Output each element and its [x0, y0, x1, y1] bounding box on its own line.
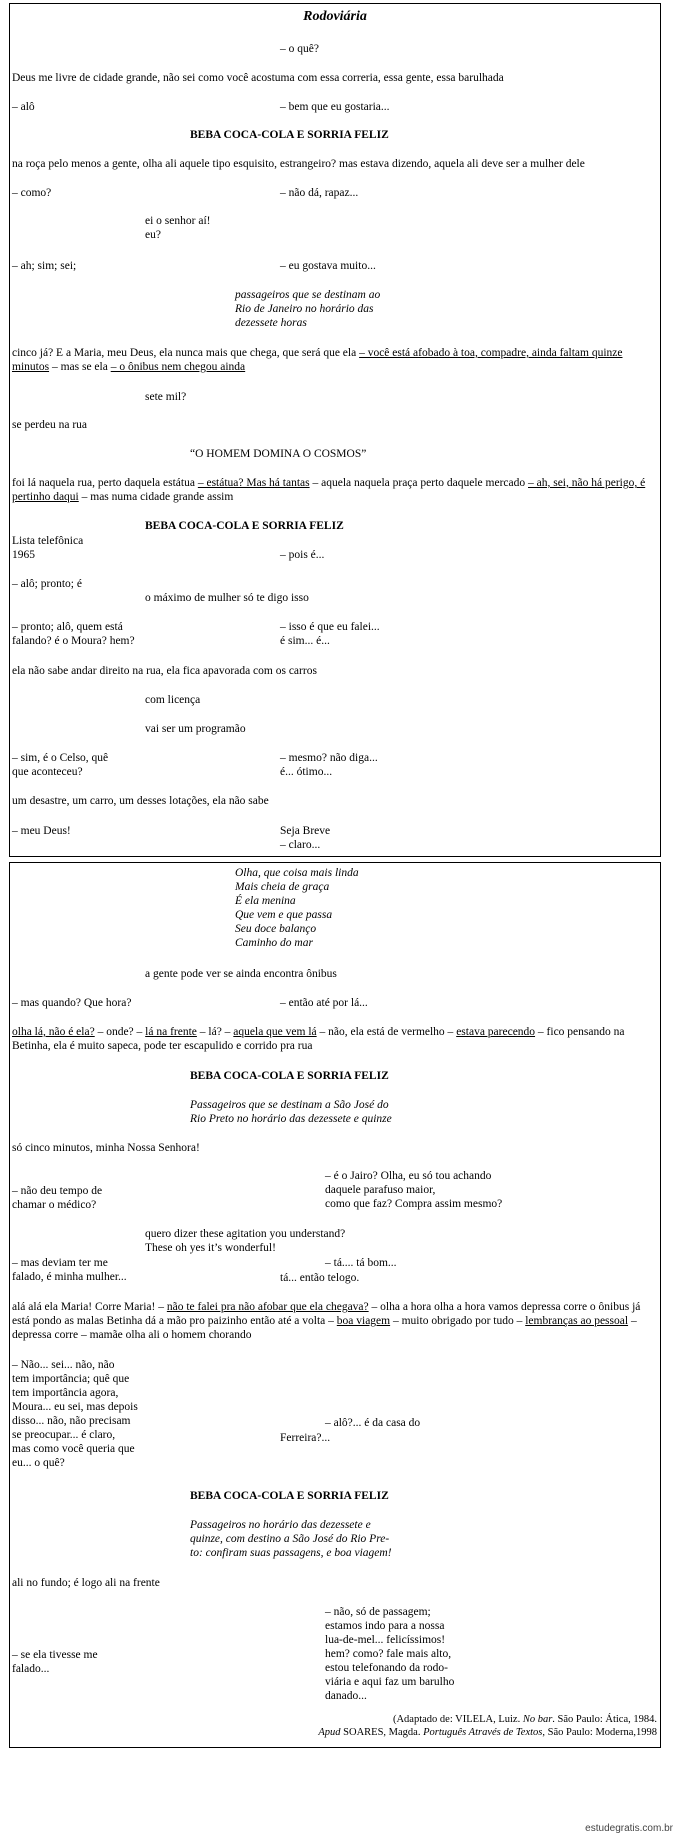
- line: – mas deviam ter me falado, é minha mulher...: [12, 1257, 127, 1283]
- line: – eu gostava muito...: [280, 260, 376, 272]
- line: Seja Breve – claro...: [280, 825, 331, 851]
- line: ei o senhor aí! eu?: [145, 215, 211, 241]
- line: – pronto; alô, quem está falando? é o Moura? hem?: [12, 621, 135, 647]
- line: tá... então telogo.: [280, 1272, 360, 1284]
- text-box-1: [9, 3, 661, 857]
- line: só cinco minutos, minha Nossa Senhora!: [12, 1142, 200, 1154]
- line: – então até por lá...: [280, 997, 368, 1009]
- line: Lista telefônica 1965: [12, 535, 84, 561]
- line: – como?: [12, 187, 52, 199]
- line: – ah; sim; sei;: [12, 260, 77, 272]
- song-lyrics: Olha, que coisa mais linda Mais cheia de graça É ela menina Que vem e que passa Seu doce balanço Caminho do mar: [235, 867, 359, 949]
- line: – alô; pronto; é: [12, 578, 82, 590]
- line: – se ela tivesse me falado...: [12, 1649, 98, 1675]
- line: a gente pode ver se ainda encontra ônibus: [145, 968, 337, 980]
- line: quero dizer these agitation you understand? These oh yes it’s wonderful!: [145, 1228, 346, 1254]
- line: – mesmo? não diga... é... ótimo...: [280, 752, 378, 778]
- line: o máximo de mulher só te digo isso: [145, 592, 309, 604]
- site-watermark: estudegratis.com.br: [585, 1823, 673, 1834]
- line: – alô?... é da casa do: [325, 1417, 421, 1429]
- announcement: Passageiros no horário das dezessete e quinze, com destino a São José do Rio Pre- to: confiram suas passagens, e boa viagem!: [190, 1519, 392, 1559]
- line: – não deu tempo de chamar o médico?: [12, 1185, 103, 1211]
- slogan: BEBA COCA-COLA E SORRIA FELIZ: [190, 129, 389, 141]
- line: sete mil?: [145, 391, 187, 403]
- line: – pois é...: [280, 549, 325, 561]
- line: alá alá ela Maria! Corre Maria! – não te falei pra não afobar que ela chegava? – olha a hora olha a hora vamos depressa corre o ônibus já está pondo as malas Betinha dá a mão pro paizinho então até a volta – boa viagem – muito obrigado por tudo – lembranças ao pessoal – depressa corre – mamãe olha ali o homem chorando: [12, 1301, 641, 1341]
- line: – não dá, rapaz...: [280, 187, 359, 199]
- line: – tá.... tá bom...: [325, 1257, 397, 1269]
- line: olha lá, não é ela? – onde? – lá na frente – lá? – aquela que vem lá – não, ela está de vermelho – estava parecendo – fico pensando na Betinha, ela é muito sapeca, pode ter escapulido e corrido pra rua: [12, 1026, 625, 1052]
- line: – alô: [12, 101, 35, 113]
- line: Ferreira?...: [280, 1432, 331, 1444]
- line: – é o Jairo? Olha, eu só tou achando daquele parafuso maior, como que faz? Compra assim mesmo?: [325, 1170, 503, 1210]
- line: cinco já? E a Maria, meu Deus, ela nunca mais que chega, que será que ela – você está afobado à toa, compadre, ainda faltam quinze minutos – mas se ela – o ônibus nem chegou ainda: [12, 347, 623, 373]
- line: com licença: [145, 694, 201, 706]
- line: – Não... sei... não, não tem importância; quê que tem importância agora, Moura... eu sei, mas depois disso... não, não precisam se preocupar... é claro, mas como você queria que eu... o quê?: [12, 1359, 138, 1469]
- reference-line-1: (Adaptado de: VILELA, Luiz. No bar. São Paulo: Ática, 1984.: [392, 1714, 657, 1725]
- line: se perdeu na rua: [12, 419, 88, 431]
- slogan: BEBA COCA-COLA E SORRIA FELIZ: [145, 520, 344, 532]
- line: Deus me livre de cidade grande, não sei como você acostuma com essa correria, essa gente, essa barulhada: [12, 72, 504, 84]
- slogan: BEBA COCA-COLA E SORRIA FELIZ: [190, 1070, 389, 1082]
- reference-line-2: Apud SOARES, Magda. Português Através de Textos, São Paulo: Moderna,1998: [318, 1727, 657, 1738]
- announcement: Passageiros que se destinam a São José do Rio Preto no horário das dezessete e quinze: [190, 1099, 392, 1125]
- line: vai ser um programão: [145, 723, 246, 735]
- line: – mas quando? Que hora?: [12, 997, 132, 1009]
- line: um desastre, um carro, um desses lotações, ela não sabe: [12, 795, 269, 807]
- line: ali no fundo; é logo ali na frente: [12, 1577, 160, 1589]
- text-box-2: [9, 862, 661, 1748]
- line: – isso é que eu falei... é sim... é...: [280, 621, 380, 647]
- line: – não, só de passagem; estamos indo para a nossa lua-de-mel... felicíssimos! hem? como? fale mais alto, estou telefonando da rodo- viária e aqui faz um barulho danado...: [325, 1606, 455, 1702]
- line: – sim, é o Celso, quê que aconteceu?: [12, 752, 109, 778]
- text-title: Rodoviária: [303, 9, 367, 24]
- line: ela não sabe andar direito na rua, ela fica apavorada com os carros: [12, 665, 317, 677]
- line: – o quê?: [280, 43, 319, 55]
- announcement: passageiros que se destinam ao Rio de Janeiro no horário das dezessete horas: [235, 289, 381, 329]
- line: – bem que eu gostaria...: [280, 101, 390, 113]
- line: na roça pelo menos a gente, olha ali aquele tipo esquisito, estrangeiro? mas estava dizendo, aquela ali deve ser a mulher dele: [12, 158, 585, 170]
- headline: “O HOMEM DOMINA O COSMOS”: [190, 448, 367, 460]
- line: – meu Deus!: [12, 825, 71, 837]
- line: foi lá naquela rua, perto daquela estátua – estátua? Mas há tantas – aquela naquela praça perto daquele mercado – ah, sei, não há perigo, é pertinho daqui – mas numa cidade grande assim: [12, 477, 646, 503]
- slogan: BEBA COCA-COLA E SORRIA FELIZ: [190, 1490, 389, 1502]
